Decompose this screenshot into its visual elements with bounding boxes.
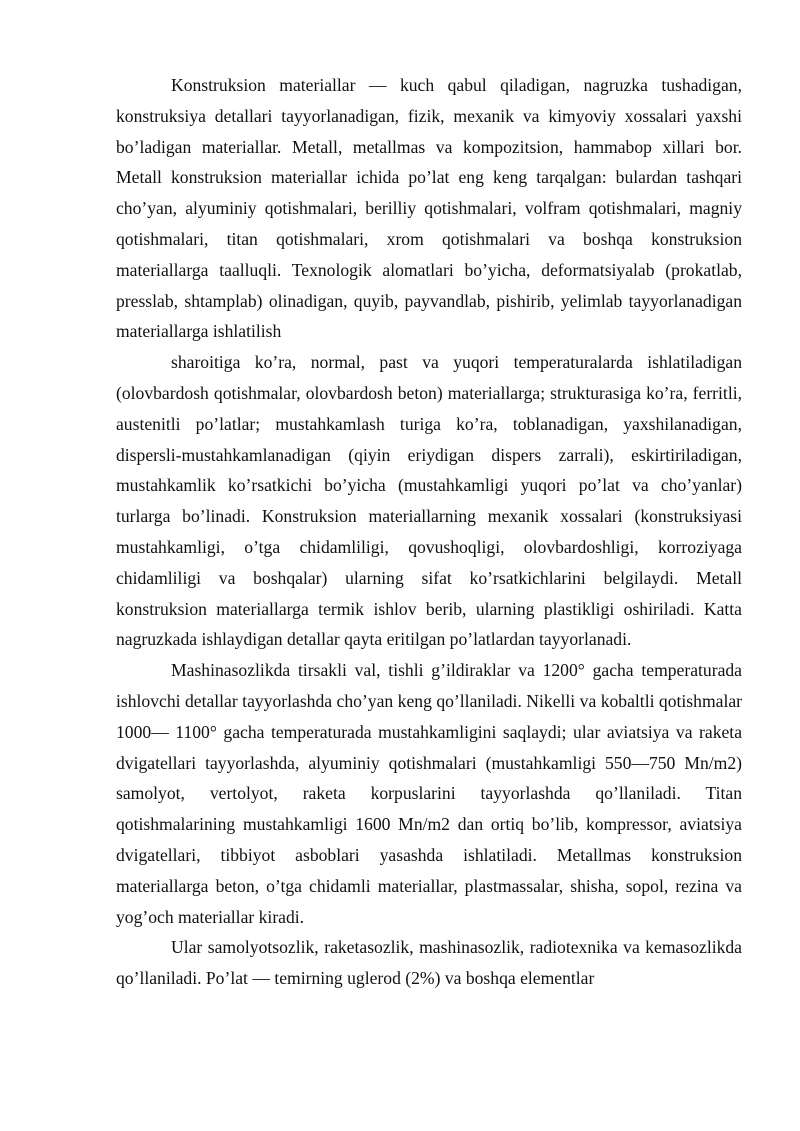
paragraph-3: Mashinasozlikda tirsakli val, tishli g’ildiraklar va 1200° gacha temperaturada ishlovchi detallar tayyorlashda cho’yan keng qo’llaniladi. Nikelli va kobaltli qotishmalar 1000— 1100° gacha temperaturada mustahkamligini saqlaydi; ular aviatsiya va raketa dvigatellari tayyorlashda, alyuminiy qotishmalari (mustahkamligi 550—750 Mn/m2) samolyot, vertolyot, raketa korpuslarini tayyorlashda qo’llaniladi. Titan qotishmalarining mustahkamligi 1600 Mn/m2 dan ortiq bo’lib, kompressor, aviatsiya dvigatellari, tibbiyot asboblari yasashda ishlatiladi. Metallmas konstruksion materiallarga beton, o’tga chidamli materiallar, plastmassalar, shisha, sopol, rezina va yog’och materiallar kiradi. <box>116 660 742 927</box>
paragraph-4: Ular samolyotsozlik, raketasozlik, mashinasozlik, radiotexnika va kemasozlikda qo’llaniladi. Po’lat — temirning uglerod (2%) va boshqa elementlar <box>116 937 742 989</box>
document-page <box>116 70 742 994</box>
paragraph-1: Konstruksion materiallar — kuch qabul qiladigan, nagruzka tushadigan, konstruksiya detallari tayyorlanadigan, fizik, mexanik va kimyoviy xossalari yaxshi bo’ladigan materiallar. Metall, metallmas va kompozitsion, hammabop xillari bor. Metall konstruksion materiallar ichida po’lat eng keng tarqalgan: bulardan tashqari cho’yan, alyuminiy qotishmalari, berilliy qotishmalari, volfram qotishmalari, magniy qotishmalari, titan qotishmalari, xrom qotishmalari va boshqa konstruksion materiallarga taalluqli. Texnologik alomatlari bo’yicha, deformatsiyalab (prokatlab, presslab, shtamplab) olinadigan, quyib, payvandlab, pishirib, yelimlab tayyorlanadigan materiallarga ishlatilish <box>116 75 742 342</box>
paragraph-2: sharoitiga ko’ra, normal, past va yuqori temperaturalarda ishlatiladigan (olovbardosh qotishmalar, olovbardosh beton) materiallarga; strukturasiga ko’ra, ferritli, austenitli po’latlar; mustahkamlash turiga ko’ra, toblanadigan, yaxshilanadigan, dispersli-mustahkamlanadigan (qiyin eriydigan dispers zarrali), eskirtiriladigan, mustahkamlik ko’rsatkichi bo’yicha (mustahkamligi yuqori po’lat va cho’yanlar) turlarga bo’linadi. Konstruksion materiallarning mexanik xossalari (konstruksiyasi mustahkamligi, o’tga chidamliligi, qovushoqligi, olovbardoshligi, korroziyaga chidamliligi va boshqalar) ularning sifat ko’rsatkichlarini belgilaydi. Metall konstruksion materiallarga termik ishlov berib, ularning plastikligi oshiriladi. Katta nagruzkada ishlaydigan detallar qayta eritilgan po’latlardan tayyorlanadi. <box>116 352 742 650</box>
